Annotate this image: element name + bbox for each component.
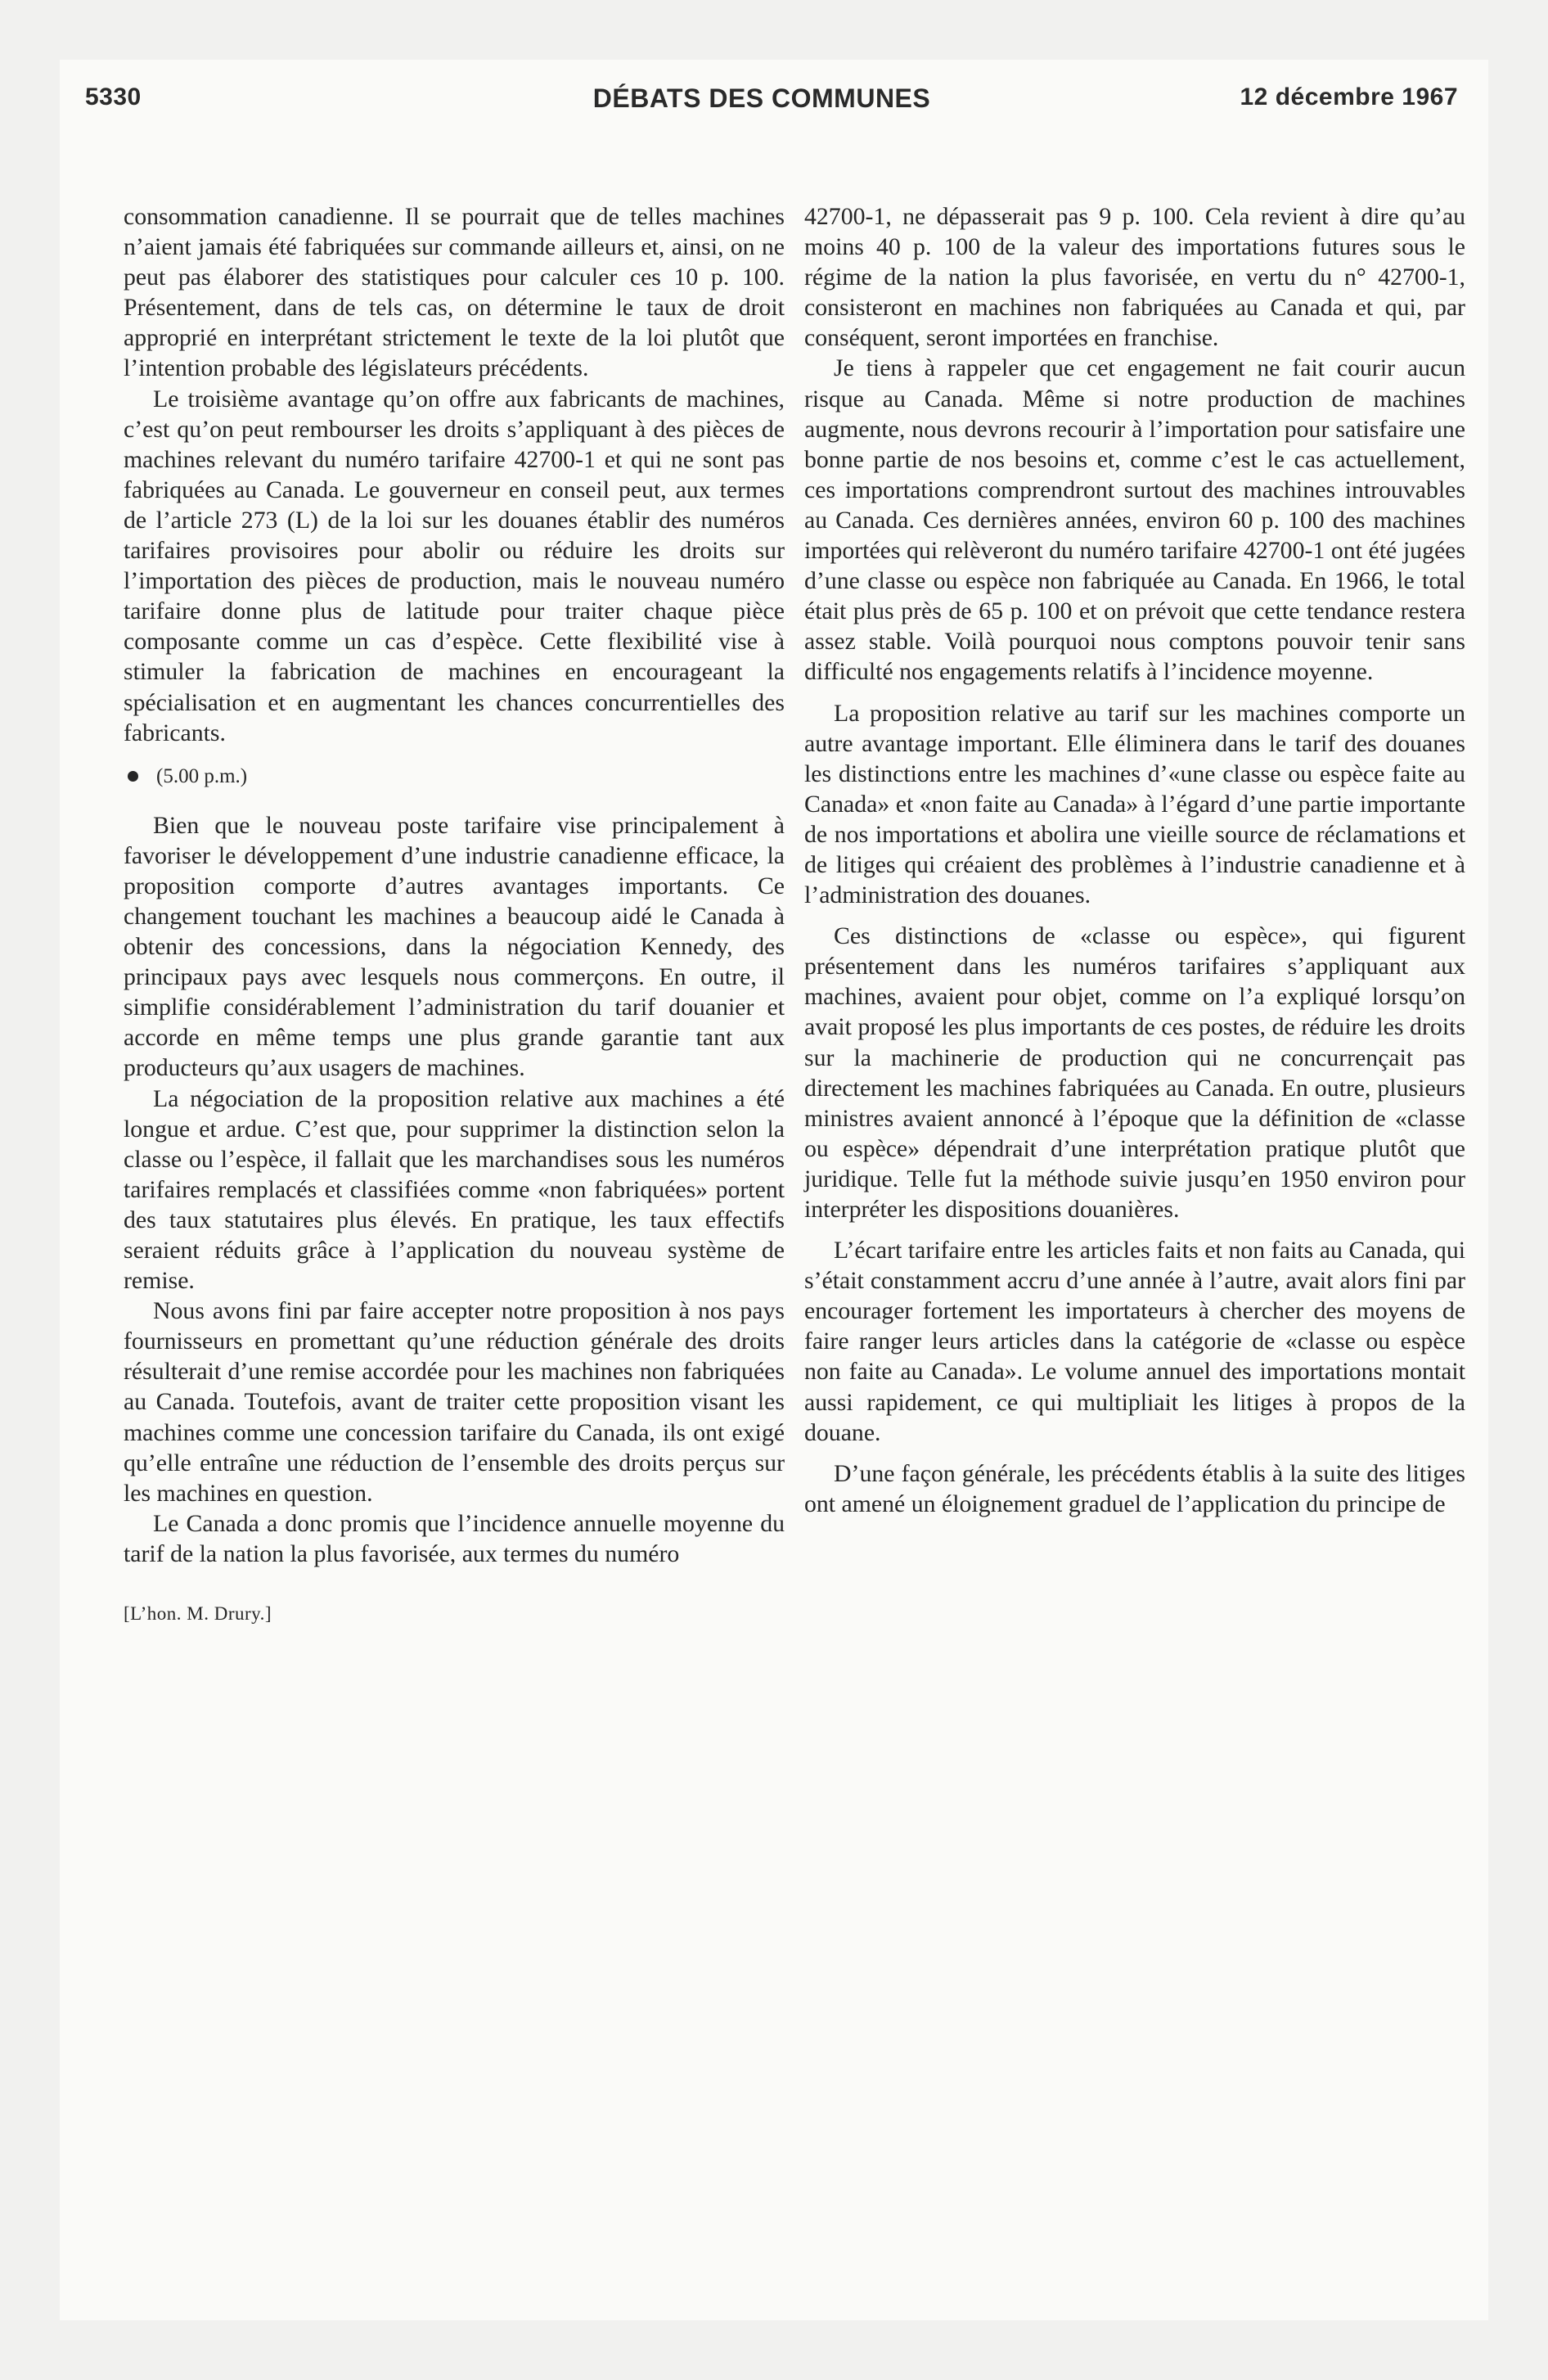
page-date: 12 décembre 1967 <box>1240 83 1458 110</box>
paragraph: Le Canada a donc promis que l’incidence annuelle moyenne du tarif de la nation la plus favorisée, aux termes du numéro <box>124 1509 785 1567</box>
paragraph: consommation canadienne. Il se pourrait que de telles machines n’aient jamais été fabriquées sur commande ailleurs et, ainsi, on ne peut pas élaborer des statistiques pour calculer ces 10 p. 100. Présentement, dans de tels cas, on détermine le taux de droit approprié en interprétant strictement le texte de la loi plutôt que l’intention probable des législateurs précédents. <box>124 203 785 382</box>
paragraph: Ces distinctions de «classe ou espèce», qui figurent présentement dans les numéros tarifaires s’appliquant aux machines, avaient pour objet, comme on l’a expliqué lorsqu’on avait proposé les plus importants de ces postes, de réduire les droits sur la machinerie de production qui ne concurrençait pas directement les machines fabriquées au Canada. En outre, plusieurs ministres avaient annoncé à l’époque que la définition de «classe ou espèce» dépendrait d’une interprétation pratique plutôt que juridique. Telle fut la méthode suivie jusqu’en 1950 environ pour interpréter les dispositions douanières. <box>804 922 1465 1223</box>
running-title: DÉBATS DES COMMUNES <box>592 83 931 113</box>
page-number: 5330 <box>85 83 142 110</box>
paragraph: Nous avons fini par faire accepter notre proposition à nos pays fournisseurs en promettant qu’une réduction générale des droits résulterait d’une remise accordée pour les machines non fabriquées au Canada. Toutefois, avant de traiter cette proposition visant les machines comme une concession tarifaire du Canada, ils ont exigé qu’elle entraîne une réduction de l’ensemble des droits perçus sur les machines en question. <box>124 1297 785 1507</box>
right-column <box>804 201 1465 1519</box>
paragraph: La négociation de la proposition relative aux machines a été longue et ardue. C’est que, pour supprimer la distinction selon la classe ou l’espèce, il fallait que les marchandises sous les numéros tarifaires remplacés et classifiées comme «non fabriquées» portent des taux statutaires plus élevés. En pratique, les taux effectifs seraient réduits grâce à l’application du nouveau système de remise. <box>124 1084 785 1295</box>
time-marker-text: (5.00 p.m.) <box>156 764 248 787</box>
paragraph: Bien que le nouveau poste tarifaire vise principalement à favoriser le développement d’une industrie canadienne efficace, la proposition comporte d’autres avantages importants. Ce changement touchant les machines a beaucoup aidé le Canada à obtenir des concessions, dans la négociation Kennedy, des principaux pays avec lesquels nous commerçons. En outre, il simplifie considérablement l’administration du tarif douanier et accorde en même temps une plus grande garantie tant aux producteurs qu’aux usagers de machines. <box>124 811 785 1082</box>
paragraph: D’une façon générale, les précédents établis à la suite des litiges ont amené un éloignement graduel de l’application du principe de <box>804 1459 1465 1517</box>
time-marker <box>124 764 785 789</box>
paragraph: Le troisième avantage qu’on offre aux fabricants de machines, c’est qu’on peut rembourser les droits s’appliquant à des pièces de machines relevant du numéro tarifaire 42700-1 et qui ne sont pas fabriquées au Canada. Le gouverneur en conseil peut, aux termes de l’article 273 (L) de la loi sur les douanes établir des numéros tarifaires provisoires pour abolir ou réduire les droits sur l’importation des pièces de production, mais le nouveau numéro tarifaire donne plus de latitude pour traiter chaque pièce composante comme un cas d’espèce. Cette flexibilité vise à stimuler la fabrication de machines en encourageant la spécialisation et en augmentant les chances concurrentielles des fabricants. <box>124 385 785 746</box>
page-header <box>65 83 1458 119</box>
paragraph: Je tiens à rappeler que cet engagement ne fait courir aucun risque au Canada. Même si notre production de machines augmente, nous devrons recourir à l’importation pour satisfaire une bonne partie de nos besoins et, comme c’est le cas actuellement, ces importations comprendront surtout des machines introuvables au Canada. Ces dernières années, environ 60 p. 100 des machines importées qui relèveront du numéro tarifaire 42700-1 ont été jugées d’une classe ou espèce non fabriquée au Canada. En 1966, le total était plus près de 65 p. 100 et on prévoit que cette tendance restera assez stable. Voilà pourquoi nous comptons pouvoir tenir sans difficulté nos engagements relatifs à l’incidence moyenne. <box>804 354 1465 686</box>
paragraph: La proposition relative au tarif sur les machines comporte un autre avantage important. Elle éliminera dans le tarif des douanes les distinctions entre les machines d’«une classe ou espèce faite au Canada» et «non faite au Canada» à l’égard d’une partie importante de nos importations et abolira une vieille source de réclamations et de litiges qui créaient des problèmes à l’industrie canadienne et à l’administration des douanes. <box>804 699 1465 909</box>
paragraph: L’écart tarifaire entre les articles faits et non faits au Canada, qui s’était constamment accru d’une année à l’autre, avait alors fini par encourager fortement les importateurs à chercher des moyens de faire ranger leurs articles dans la catégorie de «classe ou espèce non faite au Canada». Le volume annuel des importations montait aussi rapidement, ce qui multipliait les litiges à propos de la douane. <box>804 1237 1465 1446</box>
speaker-attribution: [L’hon. M. Drury.] <box>124 1603 272 1625</box>
paragraph: 42700-1, ne dépasserait pas 9 p. 100. Cela revient à dire qu’au moins 40 p. 100 de la valeur des importations futures sous le régime de la nation la plus favorisée, en vertu du n° 42700-1, consisteront en machines non fabriquées au Canada et qui, par conséquent, seront importées en franchise. <box>804 203 1465 352</box>
bullet-dot-icon <box>128 771 138 782</box>
left-column <box>124 201 785 1626</box>
